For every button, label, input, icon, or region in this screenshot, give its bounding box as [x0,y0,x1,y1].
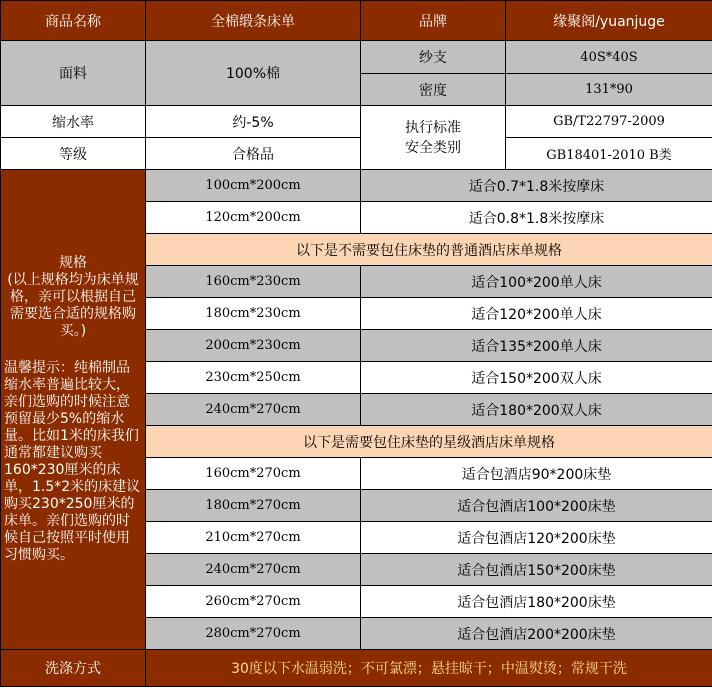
spec-row [1,170,712,202]
product-name-label: 商品名称 [1,1,146,41]
spec-tip: 温馨提示：纯棉制品缩水率普遍比较大，亲们选购的时候注意预留最少5%的缩水量。比如1米的床我们通常都建议购买160*230厘米的床单，1.5*2米的床建议购买230*250厘米的床单。亲们选购的时候自己按照平时使用习惯购买。 [4,360,141,563]
safety-category-value: GB18401-2010 B类 [506,138,712,170]
wash-value: 30度以下水温弱洗；不可氯漂；悬挂晾干；中温熨烫；常规干洗 [146,650,712,687]
spec-fit: 适合包酒店120*200床垫 [361,522,712,554]
spec-size: 120cm*200cm [146,202,361,234]
shrink-row [1,106,712,138]
shrink-value: 约-5% [146,106,361,138]
spec-size: 100cm*200cm [146,170,361,202]
brand-value: 缘聚阁/yuanjuge [506,1,712,41]
yarn-value: 40S*40S [506,41,712,74]
grade-value: 合格品 [146,138,361,170]
spec-fit: 适合100*200单人床 [361,266,712,298]
spec-fit: 适合180*200双人床 [361,394,712,426]
spec-fit: 适合包酒店150*200床垫 [361,554,712,586]
yarn-label: 纱支 [361,41,506,74]
spec-size: 160cm*230cm [146,266,361,298]
standard-label [361,106,506,170]
spec-fit: 适合150*200双人床 [361,362,712,394]
spec-size: 240cm*270cm [146,554,361,586]
product-name-value: 全棉缎条床单 [146,1,361,41]
banner-star-hotel: 以下是需要包住床垫的星级酒店床单规格 [146,426,712,458]
spec-note: (以上规格均为床单规格，亲可以根据自己需要选合适的规格购买。) [7,272,139,339]
wash-label: 洗涤方式 [1,650,146,687]
header-row [1,1,712,41]
spec-fit: 适合0.8*1.8米按摩床 [361,202,712,234]
shrink-label: 缩水率 [1,106,146,138]
spec-size: 210cm*270cm [146,522,361,554]
spec-fit: 适合120*200单人床 [361,298,712,330]
spec-size: 260cm*270cm [146,586,361,618]
spec-size: 280cm*270cm [146,618,361,650]
grade-row [1,138,712,170]
standard-label-line2: 安全类别 [405,139,461,156]
density-value: 131*90 [506,74,712,106]
spec-side-panel [1,170,146,650]
spec-size: 160cm*270cm [146,458,361,490]
spec-fit: 适合包酒店100*200床垫 [361,490,712,522]
fabric-label: 面料 [1,41,146,106]
exec-standard-value: GB/T22797-2009 [506,106,712,138]
spec-fit: 适合0.7*1.8米按摩床 [361,170,712,202]
spec-fit: 适合包酒店180*200床垫 [361,586,712,618]
density-label: 密度 [361,74,506,106]
spec-size: 180cm*270cm [146,490,361,522]
brand-label: 品牌 [361,1,506,41]
standard-label-line1: 执行标准 [405,119,461,136]
spec-size: 180cm*230cm [146,298,361,330]
wash-row [1,650,712,687]
spec-size: 200cm*230cm [146,330,361,362]
spec-title: 规格 [59,255,87,271]
spec-fit: 适合包酒店90*200床垫 [361,458,712,490]
spec-fit: 适合135*200单人床 [361,330,712,362]
fabric-value: 100%棉 [146,41,361,106]
grade-label: 等级 [1,138,146,170]
fabric-row [1,41,712,74]
banner-normal-hotel: 以下是不需要包住床垫的普通酒店床单规格 [146,234,712,266]
spec-fit: 适合包酒店200*200床垫 [361,618,712,650]
spec-size: 230cm*250cm [146,362,361,394]
spec-size: 240cm*270cm [146,394,361,426]
